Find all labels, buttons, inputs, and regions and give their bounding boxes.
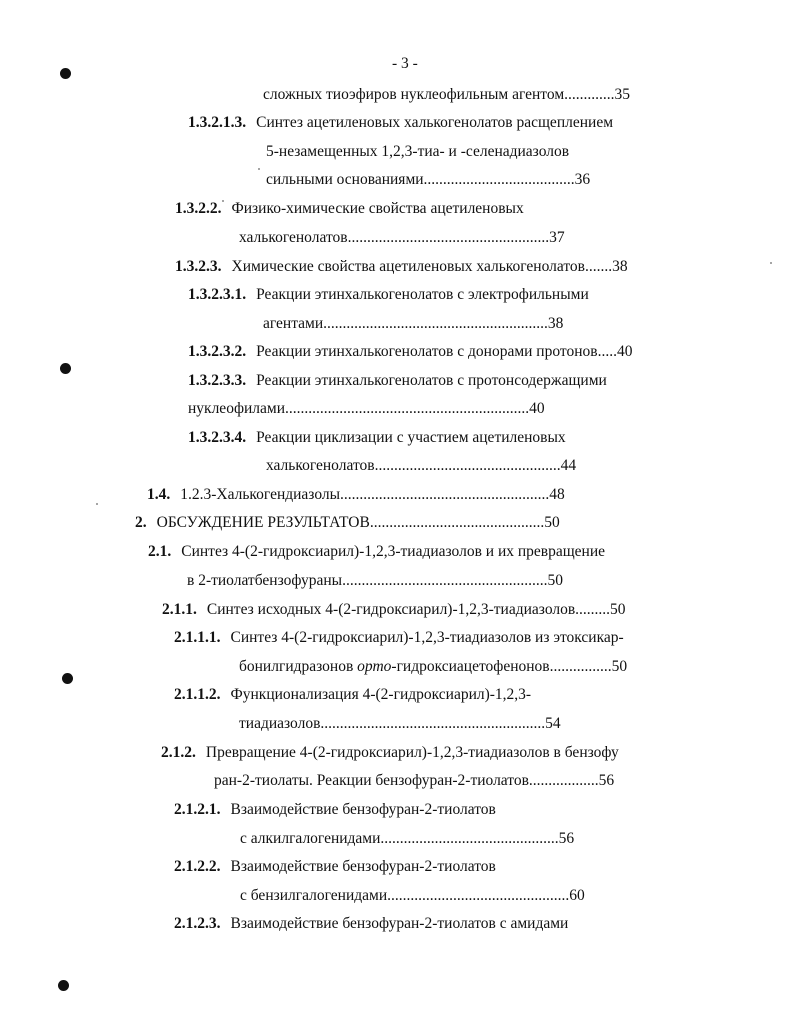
- toc-text: сильными основаниями.......................................36: [266, 171, 591, 188]
- toc-line: [263, 314, 563, 334]
- toc-line: [174, 800, 496, 820]
- toc-text: Превращение 4-(2-гидроксиарил)-1,2,3-тиадиазолов в бензофу: [205, 744, 619, 761]
- toc-line: [147, 485, 565, 505]
- toc-number: 2.1.: [148, 543, 172, 560]
- toc-line: [240, 829, 574, 849]
- toc-text: Синтез 4-(2-гидроксиарил)-1,2,3-тиадиазолов и их превращение: [181, 543, 606, 560]
- toc-number: 2.1.1.2.: [174, 686, 221, 703]
- toc-text: Реакции циклизации с участием ацетиленовых: [256, 429, 566, 446]
- toc-text: 5-незамещенных 1,2,3-тиа- и -селенадиазолов: [266, 143, 570, 160]
- toc-line: [240, 886, 585, 906]
- toc-line: [239, 714, 561, 734]
- toc-number: 2.1.2.1.: [174, 801, 221, 818]
- toc-text: Функционализация 4-(2-гидроксиарил)-1,2,3-: [230, 686, 532, 703]
- toc-line: [266, 456, 576, 476]
- toc-line: [266, 170, 590, 190]
- toc-number: 2.1.1.1.: [174, 629, 221, 646]
- toc-number: 2.1.2.3.: [174, 915, 221, 932]
- toc-number: 1.3.2.3.2.: [188, 343, 247, 360]
- toc-line: [135, 513, 560, 533]
- toc-line: [188, 399, 545, 419]
- page-number: - 3 -: [392, 55, 418, 72]
- toc-text: ОБСУЖДЕНИЕ РЕЗУЛЬТАТОВ.............................................50: [156, 514, 560, 531]
- toc-text: Реакции этинхалькогенолатов с электрофильными: [256, 286, 589, 303]
- toc-text: агентами..........................................................38: [263, 315, 564, 332]
- toc-number: 1.4.: [147, 486, 171, 503]
- toc-text: Химические свойства ацетиленовых халькогенолатов.......38: [231, 258, 628, 275]
- toc-number: 1.3.2.3.3.: [188, 372, 247, 389]
- toc-line: [188, 428, 566, 448]
- toc-line: [174, 914, 568, 934]
- toc-text: нуклеофилами...............................................................40: [188, 400, 545, 417]
- toc-line: [174, 857, 496, 877]
- toc-line: [188, 285, 589, 305]
- toc-line: [188, 113, 613, 133]
- toc-line: [161, 743, 619, 763]
- toc-text: Синтез исходных 4-(2-гидроксиарил)-1,2,3-тиадиазолов.........50: [206, 601, 626, 618]
- toc-number: 1.3.2.3.: [175, 258, 222, 275]
- toc-line: [187, 571, 563, 591]
- toc-number: 2.1.1.: [162, 601, 197, 618]
- toc-line: [266, 142, 569, 162]
- toc-text: Взаимодействие бензофуран-2-тиолатов с амидами: [230, 915, 569, 932]
- toc-number: 2.: [135, 514, 147, 531]
- scan-speck: [258, 168, 260, 170]
- toc-line: [239, 228, 565, 248]
- toc-number: 1.3.2.3.1.: [188, 286, 247, 303]
- toc-text: Взаимодействие бензофуран-2-тиолатов: [230, 858, 496, 875]
- toc-text: в 2-тиолатбензофураны.....................................................50: [187, 572, 563, 589]
- toc-line: [188, 342, 632, 362]
- toc-text: Синтез ацетиленовых халькогенолатов расщеплением: [256, 114, 614, 131]
- toc-text: тиадиазолов..........................................................54: [239, 715, 561, 732]
- toc-text-italic: орто: [357, 658, 392, 675]
- toc-line: [239, 657, 627, 677]
- binder-hole-mark: [60, 363, 71, 374]
- toc-text: -гидроксиацетофенонов................50: [391, 658, 628, 675]
- binder-hole-mark: [60, 68, 71, 79]
- toc-text: Реакции этинхалькогенолатов с протонсодержащими: [256, 372, 607, 389]
- toc-text: бонилгидразонов: [239, 658, 358, 675]
- binder-hole-mark: [58, 980, 69, 991]
- scan-speck: [770, 262, 772, 264]
- toc-text: Физико-химические свойства ацетиленовых: [231, 200, 524, 217]
- toc-line: [214, 771, 614, 791]
- toc-number: 1.3.2.1.3.: [188, 114, 247, 131]
- toc-text: ран-2-тиолаты. Реакции бензофуран-2-тиолатов..................56: [214, 772, 615, 789]
- toc-number: 2.1.2.2.: [174, 858, 221, 875]
- toc-text: 1.2.3-Халькогендиазолы......................................................48: [180, 486, 565, 503]
- toc-text: сложных тиоэфиров нуклеофильным агентом.............35: [263, 86, 631, 103]
- toc-text: с бензилгалогенидами...............................................60: [240, 887, 585, 904]
- toc-line: [148, 542, 605, 562]
- toc-line: [174, 628, 624, 648]
- toc-line: [175, 199, 524, 219]
- toc-line: [162, 600, 626, 620]
- toc-text: Синтез 4-(2-гидроксиарил)-1,2,3-тиадиазолов из этоксикар-: [230, 629, 624, 646]
- toc-line: [188, 371, 607, 391]
- toc-text: Взаимодействие бензофуран-2-тиолатов: [230, 801, 496, 818]
- toc-text: халькогенолатов................................................44: [266, 457, 577, 474]
- scan-speck: [96, 503, 98, 505]
- toc-number: 1.3.2.2.: [175, 200, 222, 217]
- scan-speck: [222, 200, 224, 202]
- toc-number: 1.3.2.3.4.: [188, 429, 247, 446]
- toc-number: 2.1.2.: [161, 744, 196, 761]
- toc-text: Реакции этинхалькогенолатов с донорами протонов.....40: [256, 343, 633, 360]
- toc-line: [175, 257, 628, 277]
- toc-text: халькогенолатов....................................................37: [239, 229, 565, 246]
- toc-text: с алкилгалогенидами..............................................56: [240, 830, 575, 847]
- binder-hole-mark: [62, 673, 73, 684]
- toc-line: [174, 685, 531, 705]
- toc-line: [263, 85, 630, 105]
